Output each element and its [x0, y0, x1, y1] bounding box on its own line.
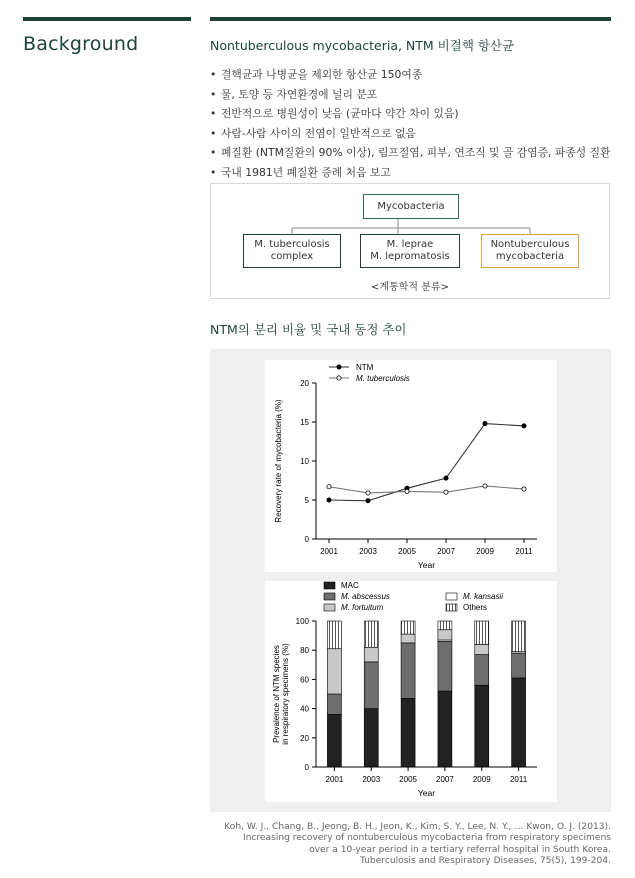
- taxonomy-node-leprae: [360, 234, 460, 268]
- data-point: [444, 490, 448, 494]
- bar-segment: [401, 621, 415, 634]
- bar-segment: [327, 694, 341, 714]
- bar-segment: [438, 691, 452, 767]
- bar-segment: [364, 621, 378, 647]
- bar-segment: [364, 647, 378, 662]
- reference-line: over a 10-year period in a tertiary referral hospital in South Korea.: [309, 844, 611, 855]
- y-tick-label: 20: [300, 733, 309, 743]
- line-chart-panel: [265, 360, 557, 572]
- bar-segment: [438, 621, 452, 630]
- bullet-item: • 전반적으로 병원성이 낮음 (균마다 약간 차이 있음): [210, 104, 611, 124]
- y-tick-label: 40: [300, 704, 309, 714]
- series-line: [329, 486, 524, 493]
- bar-chart-panel: [265, 581, 557, 802]
- section-rule-right: [210, 17, 611, 21]
- taxonomy-node-line: M. lepromatosis: [370, 251, 450, 262]
- data-point: [483, 421, 487, 425]
- taxonomy-diagram: [210, 183, 610, 299]
- bar-segment: [364, 662, 378, 709]
- legend-swatch: [446, 593, 457, 600]
- x-tick-label: 2009: [476, 547, 494, 556]
- data-point: [522, 424, 526, 428]
- bar-segment: [438, 641, 452, 691]
- bar-segment: [512, 678, 526, 767]
- x-tick-label: 2003: [362, 775, 381, 784]
- y-tick-label: 60: [300, 675, 309, 685]
- figure-title: NTM의 분리 비율 및 국내 동정 추이: [210, 322, 407, 337]
- bullet-item: • 국내 1981년 폐질환 증례 처음 보고: [210, 163, 611, 183]
- legend-label: NTM: [356, 363, 374, 372]
- taxonomy-node-tuberculosis: [243, 234, 341, 268]
- y-tick-label: 80: [300, 646, 309, 656]
- data-point: [366, 491, 370, 495]
- bar-segment: [327, 714, 341, 767]
- y-tick-label: 15: [300, 418, 309, 427]
- taxonomy-node-line: Nontuberculous: [490, 239, 570, 250]
- taxonomy-node-line: M. tuberculosis: [254, 239, 330, 250]
- x-tick-label: 2007: [437, 547, 455, 556]
- section-rule-left: [23, 17, 191, 21]
- intro-subtitle: Nontuberculous mycobacteria, NTM 비결핵 항산균: [210, 38, 515, 53]
- series-line: [329, 424, 524, 501]
- x-tick-label: 2009: [472, 775, 491, 784]
- data-point: [522, 487, 526, 491]
- bullet-item: • 물, 토양 등 자연환경에 널리 분포: [210, 85, 611, 105]
- legend-label: M. kansasii: [463, 592, 504, 601]
- taxonomy-node-line: complex: [270, 251, 314, 262]
- taxonomy-node-ntm: [481, 234, 579, 268]
- legend-label: M. abscessus: [341, 592, 390, 601]
- x-tick-label: 2011: [509, 775, 528, 784]
- x-tick-label: 2007: [436, 775, 454, 784]
- taxonomy-node-line: mycobacteria: [495, 251, 565, 262]
- reference-line: Increasing recovery of nontuberculous mycobacteria from respiratory specimens: [242, 833, 611, 844]
- figure-panel: [210, 349, 611, 812]
- x-axis-label: Year: [417, 788, 436, 798]
- bar-segment: [512, 621, 526, 652]
- taxonomy-root-label: Mycobacteria: [377, 200, 445, 212]
- x-axis-label: Year: [417, 560, 436, 570]
- bar-segment: [475, 655, 489, 686]
- bar-segment: [401, 634, 415, 643]
- reference-line: Koh, W. J., Chang, B., Jeong, B. H., Jeon, K., Kim, S. Y., Lee, N. Y., … Kwon, O. J. (2013).: [224, 822, 611, 832]
- bar-segment: [475, 644, 489, 654]
- stacked-bar-chart: [265, 581, 557, 802]
- legend-swatch: [446, 604, 457, 611]
- bar-segment: [327, 621, 341, 649]
- legend-label: MAC: [341, 581, 359, 590]
- data-point: [327, 485, 331, 489]
- y-tick-label: 10: [300, 457, 309, 466]
- y-tick-label: 0: [304, 535, 309, 544]
- reference-citation: [211, 822, 611, 868]
- y-tick-label: 100: [295, 617, 309, 626]
- y-axis-label: in respiratory specimens (%): [281, 643, 290, 745]
- bullet-item: • 결핵균과 나병균을 제외한 항산균 150여종: [210, 65, 611, 85]
- legend-swatch: [324, 604, 335, 611]
- taxonomy-root-node: [363, 194, 459, 219]
- y-tick-label: 5: [304, 496, 309, 505]
- bar-segment: [401, 643, 415, 698]
- y-tick-label: 20: [300, 379, 309, 388]
- legend-label: M. tuberculosis: [356, 374, 410, 383]
- x-tick-label: 2003: [359, 547, 377, 556]
- bar-segment: [364, 709, 378, 767]
- bar-segment: [475, 685, 489, 767]
- bar-segment: [438, 630, 452, 640]
- legend-swatch: [324, 582, 335, 589]
- legend-label: Others: [463, 603, 488, 612]
- legend-swatch: [324, 593, 335, 600]
- bar-segment: [401, 698, 415, 767]
- legend-label: M. fortuitum: [341, 603, 384, 612]
- x-tick-label: 2011: [515, 547, 533, 556]
- data-point: [327, 498, 331, 502]
- x-tick-label: 2005: [398, 547, 416, 556]
- y-axis-label: Recovery rate of mycobacteria (%): [274, 399, 283, 523]
- intro-bullet-list: [210, 65, 611, 183]
- line-chart: [265, 360, 557, 572]
- taxonomy-caption: <계통학적 분류>: [371, 282, 449, 293]
- y-tick-label: 0: [304, 763, 309, 772]
- bar-segment: [475, 621, 489, 644]
- x-tick-label: 2005: [399, 775, 417, 784]
- bar-segment: [512, 653, 526, 678]
- data-point: [444, 476, 448, 480]
- data-point: [483, 484, 487, 488]
- taxonomy-node-line: M. leprae: [386, 239, 434, 250]
- legend-marker: [337, 376, 341, 380]
- x-tick-label: 2001: [325, 775, 344, 784]
- x-tick-label: 2001: [320, 547, 338, 556]
- section-title: Background: [23, 33, 139, 55]
- bullet-item: • 폐질환 (NTM질환의 90% 이상), 림프절염, 피부, 연조직 및 골 감염증, 파종성 질환: [210, 143, 611, 163]
- legend-marker: [337, 365, 341, 369]
- reference-line: Tuberculosis and Respiratory Diseases, 75(5), 199-204.: [360, 856, 611, 867]
- data-point: [366, 499, 370, 503]
- y-axis-label: Prevalence of NTM species: [272, 645, 281, 743]
- bar-segment: [327, 649, 341, 694]
- data-point: [405, 489, 409, 493]
- bullet-item: • 사람-사람 사이의 전염이 일반적으로 없음: [210, 124, 611, 144]
